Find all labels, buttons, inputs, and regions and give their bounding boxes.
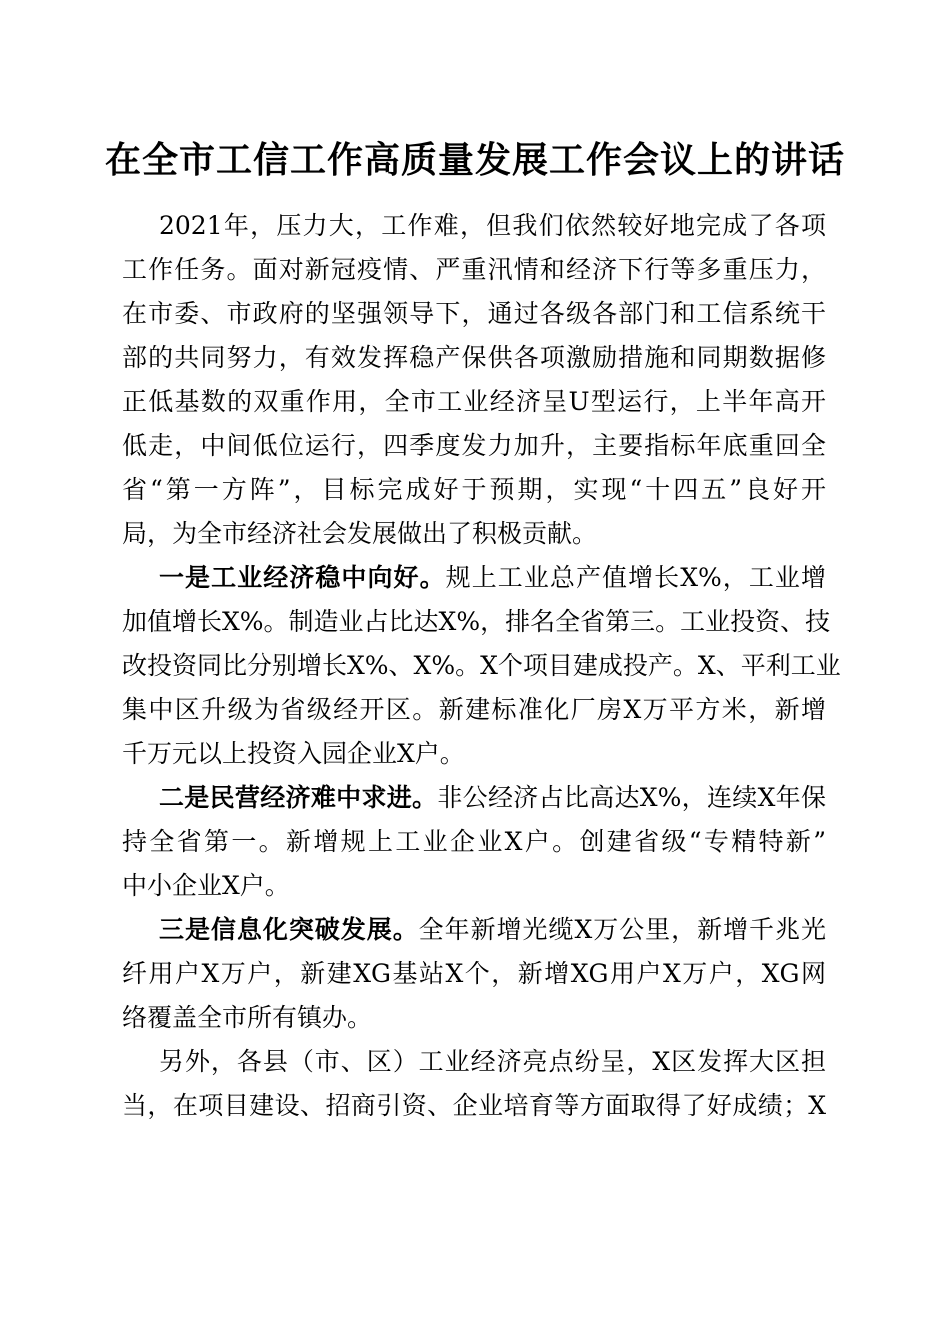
text-line: 局，为全市经济社会发展做出了积极贡献。 — [122, 519, 598, 548]
document-title: 在全市工信工作高质量发展工作会议上的讲话 — [104, 139, 845, 181]
text-line: 当，在项目建设、招商引资、企业培育等方面取得了好成绩；X — [122, 1091, 826, 1120]
text-line: 部的共同努力，有效发挥稳产保供各项激励措施和同期数据修 — [122, 343, 826, 372]
text-line: 持全省第一。新增规上工业企业X户。创建省级“专精特新” — [122, 827, 826, 856]
text-line — [122, 776, 826, 820]
paragraph-lead: 二是民营经济难中求进。 — [159, 783, 438, 812]
text-line: 加值增长X%。制造业占比达X%，排名全省第三。工业投资、技 — [122, 607, 831, 636]
paragraph-counties — [122, 1040, 826, 1128]
paragraph-informatization — [122, 908, 826, 1040]
text-line: 中小企业X户。 — [122, 871, 290, 900]
paragraph-private-economy — [122, 776, 826, 908]
text-line: 低走，中间低位运行，四季度发力加升，主要指标年底重回全 — [122, 431, 826, 460]
text-line: 2021年，压力大，工作难，但我们依然较好地完成了各项 — [159, 211, 826, 240]
text-line: 另外，各县（市、区）工业经济亮点纷呈，X区发挥大区担 — [159, 1047, 826, 1076]
text-line — [122, 556, 826, 600]
text-line: 工作任务。面对新冠疫情、严重汛情和经济下行等多重压力， — [122, 255, 826, 284]
paragraph-lead-rest: 全年新增光缆X万公里，新增千兆光 — [418, 915, 826, 944]
paragraph-lead-rest: 非公经济占比高达X%，连续X年保 — [437, 783, 826, 812]
paragraph-lead: 三是信息化突破发展。 — [159, 915, 419, 944]
document-body — [122, 204, 841, 1128]
text-line: 改投资同比分别增长X%、X%。X个项目建成投产。X、平利工业 — [122, 651, 841, 680]
text-line: 正低基数的双重作用，全市工业经济呈U型运行，上半年高开 — [122, 387, 826, 416]
text-line: 在市委、市政府的坚强领导下，通过各级各部门和工信系统干 — [122, 299, 826, 328]
text-line: 络覆盖全市所有镇办。 — [122, 1003, 373, 1032]
text-line — [122, 908, 826, 952]
paragraph-summary — [122, 204, 826, 556]
paragraph-lead-rest: 规上工业总产值增长X%，工业增 — [445, 563, 826, 592]
paragraph-industrial-economy — [122, 556, 841, 776]
paragraph-lead: 一是工业经济稳中向好。 — [159, 563, 446, 592]
text-line: 省“第一方阵”，目标完成好于预期，实现“十四五”良好开 — [122, 475, 826, 504]
text-line: 集中区升级为省级经开区。新建标准化厂房X万平方米，新增 — [122, 695, 826, 724]
text-line: 千万元以上投资入园企业X户。 — [122, 739, 465, 768]
text-line: 纤用户X万户，新建XG基站X个，新增XG用户X万户，XG网 — [122, 959, 826, 988]
